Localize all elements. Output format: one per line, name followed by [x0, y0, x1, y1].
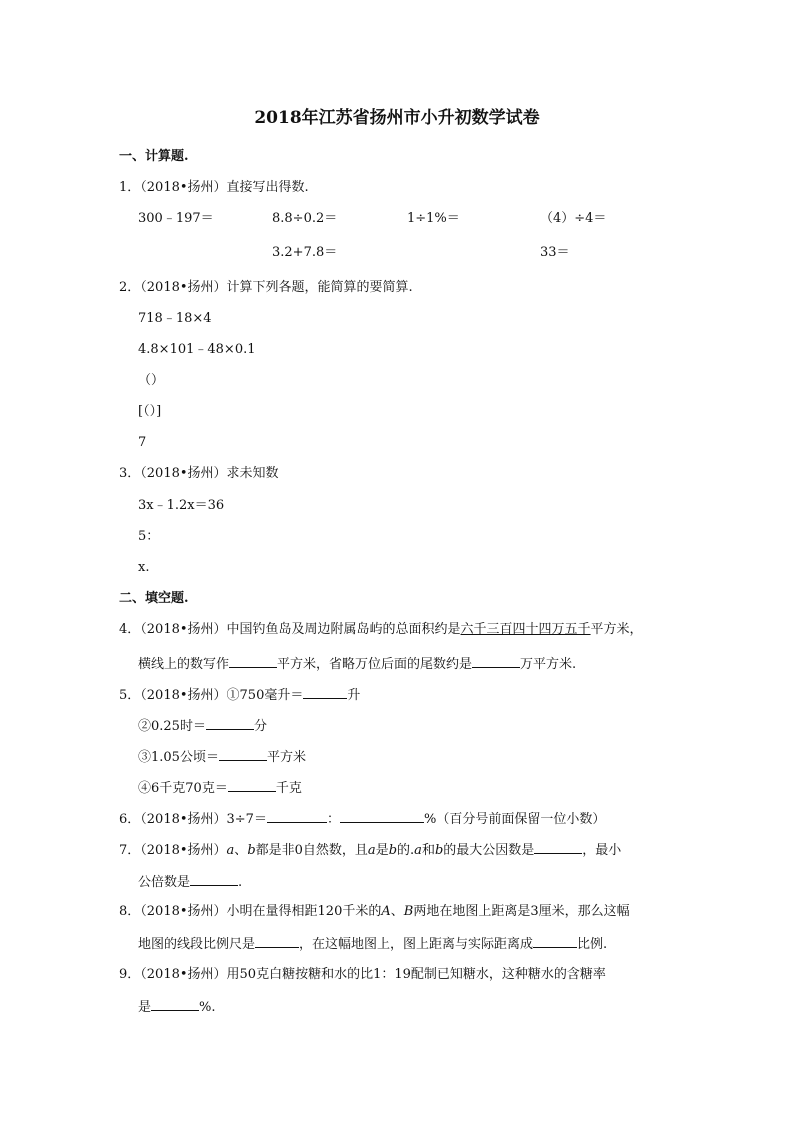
question-5-line-4: [138, 778, 302, 798]
q1-item-2: 8.8÷0.2＝: [272, 211, 338, 226]
q1-item-3: 1÷1%＝: [407, 211, 460, 226]
q7-var-b-2: b: [388, 843, 398, 858]
q7-text-e: 和: [421, 843, 435, 858]
q4-underlined-number: 六千三百四十四万五千: [460, 622, 591, 637]
q7-var-b-3: b: [434, 843, 444, 858]
question-4-line-1: [119, 621, 643, 639]
q6-answer-blank-1[interactable]: [267, 809, 327, 823]
q2-line-4: [（）]: [138, 404, 162, 419]
q6-answer-blank-2[interactable]: [340, 809, 424, 823]
q4-answer-blank-2[interactable]: [472, 654, 520, 668]
q7-sep: 、: [234, 843, 248, 858]
q7-var-a: a: [226, 843, 235, 858]
q7-answer-blank-2[interactable]: [190, 872, 238, 886]
question-9-line-1: 9．（2018•扬州）用50克白糖按糖和水的比1：19配制已知糖水，这种糖水的含糖率: [119, 967, 606, 982]
q2-line-3: （）: [138, 373, 165, 388]
q7-var-a-3: a: [414, 843, 422, 858]
q5-text-4b: 千克: [275, 781, 302, 796]
q9-text-a: 是: [138, 1000, 152, 1015]
q5-text-1a: 5．（2018•扬州）①750毫升＝: [119, 688, 304, 703]
q5-text-4a: ④6千克70克＝: [138, 781, 228, 796]
q3-line-2: 5：: [138, 529, 160, 544]
question-7-line-2: [138, 872, 242, 892]
q8-var-B: B: [403, 904, 414, 919]
q9-text-b: %.: [199, 1000, 216, 1015]
q5-answer-blank-2[interactable]: [206, 716, 254, 730]
q3-line-3: x.: [138, 560, 150, 575]
q6-text-a: 6．（2018•扬州）3÷7＝: [119, 812, 267, 827]
q7-var-a-2: a: [367, 843, 376, 858]
q2-line-2: 4.8×101﹣48×0.1: [138, 342, 256, 357]
q5-answer-blank-3[interactable]: [219, 747, 267, 761]
question-7-line-1: [119, 840, 621, 860]
q1-item-5: 3.2+7.8＝: [272, 245, 338, 260]
q8-text-e: 比例.: [577, 937, 608, 952]
q7-answer-blank-1[interactable]: [534, 840, 582, 854]
q2-line-1: 718﹣18×4: [138, 311, 212, 326]
q7-text-d: 的.: [397, 843, 415, 858]
question-5-line-1: [119, 685, 360, 705]
q5-text-3a: ③1.05公顷＝: [138, 750, 219, 765]
question-9-line-2: [138, 997, 216, 1017]
question-6-line: [119, 809, 605, 829]
q7-text-g: ，最小: [582, 843, 622, 858]
question-4-line-2: [138, 654, 576, 674]
q7-text-a: 7．（2018•扬州）: [119, 843, 227, 858]
question-8-line-2: [138, 934, 607, 954]
q5-text-2a: ②0.25时＝: [138, 719, 206, 734]
q5-text-3b: 平方米: [266, 750, 306, 765]
question-5-line-3: [138, 747, 306, 767]
section-heading-calculation: 一、计算题.: [119, 149, 189, 164]
q7-text-c: 是: [375, 843, 389, 858]
q5-text-1b: 升: [347, 688, 361, 703]
q3-line-1: 3x﹣1.2x＝36: [138, 498, 225, 513]
question-8-line-1: [119, 903, 630, 921]
q1-item-4: （4）÷4＝: [540, 211, 607, 226]
q8-var-A: A: [381, 904, 391, 919]
q6-text-c: %（百分号前面保留一位小数）: [423, 812, 606, 827]
q7-text-b: 都是非0自然数，且: [255, 843, 368, 858]
q7-text-f: 的最大公因数是: [443, 843, 535, 858]
q8-answer-blank-1[interactable]: [255, 934, 299, 948]
q2-line-5: 7: [138, 435, 147, 450]
q7-var-b: b: [247, 843, 256, 858]
question-2-prefix: 2．（2018•扬州）计算下列各题，能简算的要简算.: [119, 280, 413, 295]
q7-text-h: 公倍数是: [138, 875, 191, 890]
q8-text-a: 8．（2018•扬州）小明在量得相距120千米的: [119, 904, 382, 919]
q8-sep: 、: [390, 904, 404, 919]
q4-text-b: 平方米，: [590, 622, 643, 637]
q6-text-b: ：: [326, 812, 340, 827]
q5-answer-blank-1[interactable]: [303, 685, 347, 699]
q4-answer-blank-1[interactable]: [229, 654, 277, 668]
question-1-prefix: 1．（2018•扬州）直接写出得数.: [119, 180, 309, 195]
q7-text-i: .: [238, 875, 243, 890]
q4-text-e: 万平方米.: [520, 657, 577, 672]
q1-item-1: 300﹣197＝: [138, 211, 214, 226]
question-5-line-2: [138, 716, 267, 736]
q8-answer-blank-2[interactable]: [533, 934, 577, 948]
q4-text-a: 4．（2018•扬州）中国钓鱼岛及周边附属岛屿的总面积约是: [119, 622, 461, 637]
page-title: 2018年江苏省扬州市小升初数学试卷: [254, 108, 540, 128]
q4-text-d: 平方米，省略万位后面的尾数约是: [277, 657, 473, 672]
q8-text-d: ，在这幅地图上，图上距离与实际距离成: [299, 937, 534, 952]
section-heading-fill-blank: 二、填空题.: [119, 591, 189, 606]
question-3-prefix: 3．（2018•扬州）求未知数: [119, 466, 279, 481]
q4-text-c: 横线上的数写作: [138, 657, 230, 672]
q5-answer-blank-4[interactable]: [228, 778, 276, 792]
q9-answer-blank[interactable]: [151, 997, 199, 1011]
q1-item-6: 33＝: [540, 245, 570, 260]
q5-text-2b: 分: [253, 719, 267, 734]
q8-text-c: 地图的线段比例尺是: [138, 937, 256, 952]
q8-text-b: 两地在地图上距离是3厘米，那么这幅: [413, 904, 630, 919]
